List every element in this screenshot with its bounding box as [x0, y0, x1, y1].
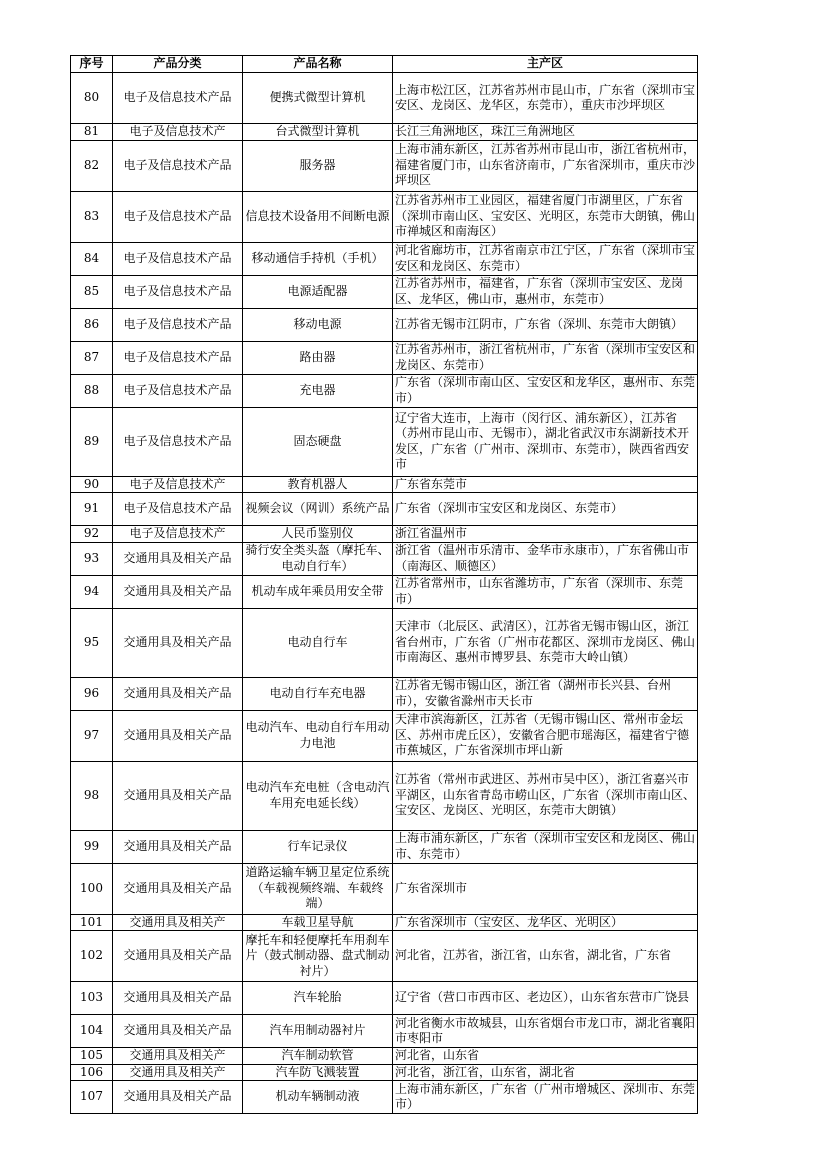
- cell-number: 98: [71, 761, 113, 830]
- cell-number: 94: [71, 575, 113, 608]
- header-cell-product-name: 产品名称: [243, 56, 393, 73]
- cell-production-area: 河北省，江苏省，浙江省，山东省，湖北省，广东省: [393, 931, 698, 982]
- cell-number: 88: [71, 374, 113, 407]
- cell-product-name: 电动自行车充电器: [243, 677, 393, 710]
- table-row: [71, 140, 698, 191]
- cell-category: 电子及信息技术产品: [113, 191, 243, 242]
- cell-production-area: 广东省深圳市: [393, 863, 698, 914]
- cell-number: 107: [71, 1081, 113, 1114]
- cell-number: 100: [71, 863, 113, 914]
- cell-production-area: 浙江省（温州市乐清市、金华市永康市），广东省佛山市（南海区、顺德区）: [393, 542, 698, 575]
- cell-number: 85: [71, 275, 113, 308]
- cell-category: 电子及信息技术产品: [113, 407, 243, 476]
- product-table: [70, 55, 698, 1114]
- header-row: [71, 56, 698, 73]
- cell-production-area: 广东省（深圳市南山区、宝安区和龙华区，惠州市、东莞市）: [393, 374, 698, 407]
- cell-number: 101: [71, 914, 113, 931]
- cell-production-area: 天津市滨海新区，江苏省（无锡市锡山区、常州市金坛区、苏州市虎丘区），安徽省合肥市瑶海区，福建省宁德市蕉城区，广东省深圳市坪山新: [393, 710, 698, 761]
- cell-number: 99: [71, 830, 113, 863]
- cell-category: 交通用具及相关产: [113, 1048, 243, 1065]
- table-row: [71, 493, 698, 526]
- cell-number: 104: [71, 1015, 113, 1048]
- cell-number: 90: [71, 476, 113, 493]
- cell-product-name: 教育机器人: [243, 476, 393, 493]
- cell-category: 交通用具及相关产品: [113, 542, 243, 575]
- cell-category: 交通用具及相关产品: [113, 931, 243, 982]
- cell-number: 87: [71, 341, 113, 374]
- cell-product-name: 固态硬盘: [243, 407, 393, 476]
- cell-number: 82: [71, 140, 113, 191]
- table-row: [71, 124, 698, 141]
- cell-product-name: 台式微型计算机: [243, 124, 393, 141]
- cell-production-area: 天津市（北辰区、武清区），江苏省无锡市锡山区，浙江省台州市，广东省（广州市花都区、深圳市龙岗区、佛山市南海区、惠州市博罗县、东莞市大岭山镇）: [393, 608, 698, 677]
- cell-product-name: 移动电源: [243, 308, 393, 341]
- cell-production-area: 浙江省温州市: [393, 526, 698, 543]
- cell-number: 91: [71, 493, 113, 526]
- cell-category: 交通用具及相关产品: [113, 830, 243, 863]
- cell-product-name: 汽车制动软管: [243, 1048, 393, 1065]
- cell-production-area: 上海市松江区，江苏省苏州市昆山市，广东省（深圳市宝安区、龙岗区、龙华区，东莞市），重庆市沙坪坝区: [393, 73, 698, 124]
- cell-production-area: 辽宁省（营口市西市区、老边区），山东省东营市广饶县: [393, 982, 698, 1015]
- cell-category: 交通用具及相关产品: [113, 1081, 243, 1114]
- cell-product-name: 移动通信手持机（手机）: [243, 242, 393, 275]
- cell-category: 交通用具及相关产: [113, 914, 243, 931]
- cell-number: 93: [71, 542, 113, 575]
- table-row: [71, 476, 698, 493]
- table-row: [71, 575, 698, 608]
- cell-production-area: 长江三角洲地区，珠江三角洲地区: [393, 124, 698, 141]
- cell-product-name: 行车记录仪: [243, 830, 393, 863]
- cell-product-name: 道路运输车辆卫星定位系统（车载视频终端、车载终端）: [243, 863, 393, 914]
- cell-category: 交通用具及相关产品: [113, 761, 243, 830]
- cell-number: 95: [71, 608, 113, 677]
- cell-category: 交通用具及相关产: [113, 1064, 243, 1081]
- cell-number: 92: [71, 526, 113, 543]
- cell-category: 电子及信息技术产: [113, 526, 243, 543]
- cell-product-name: 汽车用制动器衬片: [243, 1015, 393, 1048]
- table-row: [71, 1048, 698, 1065]
- cell-product-name: 视频会议（网训）系统产品: [243, 493, 393, 526]
- cell-production-area: 江苏省常州市，山东省潍坊市，广东省（深圳市、东莞市）: [393, 575, 698, 608]
- cell-category: 电子及信息技术产品: [113, 308, 243, 341]
- table-row: [71, 608, 698, 677]
- cell-product-name: 电源适配器: [243, 275, 393, 308]
- cell-category: 电子及信息技术产: [113, 124, 243, 141]
- cell-product-name: 便携式微型计算机: [243, 73, 393, 124]
- cell-product-name: 汽车轮胎: [243, 982, 393, 1015]
- cell-category: 电子及信息技术产品: [113, 374, 243, 407]
- cell-production-area: 江苏省无锡市江阴市，广东省（深圳、东莞市大朗镇）: [393, 308, 698, 341]
- cell-category: 电子及信息技术产品: [113, 341, 243, 374]
- cell-production-area: 江苏省苏州市工业园区，福建省厦门市湖里区，广东省（深圳市南山区、宝安区、光明区，东莞市大朗镇，佛山市禅城区和南海区）: [393, 191, 698, 242]
- table-row: [71, 931, 698, 982]
- cell-production-area: 河北省廊坊市，江苏省南京市江宁区，广东省（深圳市宝安区和龙岗区、东莞市）: [393, 242, 698, 275]
- table-row: [71, 341, 698, 374]
- cell-category: 交通用具及相关产品: [113, 982, 243, 1015]
- cell-category: 电子及信息技术产品: [113, 275, 243, 308]
- cell-product-name: 充电器: [243, 374, 393, 407]
- cell-product-name: 摩托车和轻便摩托车用刹车片（鼓式制动器、盘式制动衬片）: [243, 931, 393, 982]
- cell-product-name: 人民币鉴别仪: [243, 526, 393, 543]
- cell-product-name: 机动车辆制动液: [243, 1081, 393, 1114]
- cell-product-name: 服务器: [243, 140, 393, 191]
- cell-category: 电子及信息技术产品: [113, 242, 243, 275]
- cell-category: 交通用具及相关产品: [113, 608, 243, 677]
- cell-category: 电子及信息技术产品: [113, 73, 243, 124]
- cell-category: 交通用具及相关产品: [113, 710, 243, 761]
- cell-category: 交通用具及相关产品: [113, 575, 243, 608]
- cell-category: 电子及信息技术产品: [113, 493, 243, 526]
- cell-production-area: 广东省深圳市（宝安区、龙华区、光明区）: [393, 914, 698, 931]
- cell-category: 电子及信息技术产: [113, 476, 243, 493]
- cell-product-name: 电动汽车充电桩（含电动汽车用充电延长线）: [243, 761, 393, 830]
- table-row: [71, 542, 698, 575]
- cell-category: 交通用具及相关产品: [113, 1015, 243, 1048]
- cell-production-area: 广东省东莞市: [393, 476, 698, 493]
- header-cell-category: 产品分类: [113, 56, 243, 73]
- cell-production-area: 江苏省（常州市武进区、苏州市吴中区），浙江省嘉兴市平湖区，山东省青岛市崂山区，广东省（深圳市南山区、宝安区、龙岗区、光明区，东莞市大朗镇）: [393, 761, 698, 830]
- cell-product-name: 信息技术设备用不间断电源: [243, 191, 393, 242]
- table-row: [71, 710, 698, 761]
- cell-production-area: 河北省衡水市故城县，山东省烟台市龙口市，湖北省襄阳市枣阳市: [393, 1015, 698, 1048]
- cell-product-name: 路由器: [243, 341, 393, 374]
- cell-production-area: 上海市浦东新区，江苏省苏州市昆山市，浙江省杭州市，福建省厦门市，山东省济南市，广东省深圳市，重庆市沙坪坝区: [393, 140, 698, 191]
- table-row: [71, 863, 698, 914]
- cell-category: 电子及信息技术产品: [113, 140, 243, 191]
- cell-product-name: 电动自行车: [243, 608, 393, 677]
- cell-production-area: 辽宁省大连市，上海市（闵行区、浦东新区），江苏省（苏州市昆山市、无锡市），湖北省武汉市东湖新技术开发区，广东省（广州市、深圳市、东莞市），陕西省西安市: [393, 407, 698, 476]
- cell-number: 97: [71, 710, 113, 761]
- table-row: [71, 526, 698, 543]
- cell-production-area: 河北省，浙江省，山东省，湖北省: [393, 1064, 698, 1081]
- cell-category: 交通用具及相关产品: [113, 863, 243, 914]
- cell-production-area: 广东省（深圳市宝安区和龙岗区、东莞市）: [393, 493, 698, 526]
- table-row: [71, 407, 698, 476]
- cell-number: 83: [71, 191, 113, 242]
- table-row: [71, 275, 698, 308]
- cell-product-name: 电动汽车、电动自行车用动力电池: [243, 710, 393, 761]
- cell-product-name: 骑行安全类头盔（摩托车、电动自行车）: [243, 542, 393, 575]
- cell-number: 81: [71, 124, 113, 141]
- table-row: [71, 761, 698, 830]
- table-row: [71, 1064, 698, 1081]
- cell-number: 103: [71, 982, 113, 1015]
- table-row: [71, 374, 698, 407]
- table-row: [71, 73, 698, 124]
- cell-number: 96: [71, 677, 113, 710]
- cell-product-name: 汽车防飞溅装置: [243, 1064, 393, 1081]
- table-row: [71, 191, 698, 242]
- table-row: [71, 242, 698, 275]
- cell-production-area: 上海市浦东新区，广东省（深圳市宝安区和龙岗区、佛山市、东莞市）: [393, 830, 698, 863]
- cell-number: 102: [71, 931, 113, 982]
- cell-number: 105: [71, 1048, 113, 1065]
- header-cell-production-area: 主产区: [393, 56, 698, 73]
- cell-production-area: 江苏省无锡市锡山区，浙江省（湖州市长兴县、台州市），安徽省滁州市天长市: [393, 677, 698, 710]
- cell-number: 80: [71, 73, 113, 124]
- cell-category: 交通用具及相关产品: [113, 677, 243, 710]
- cell-number: 89: [71, 407, 113, 476]
- cell-product-name: 机动车成年乘员用安全带: [243, 575, 393, 608]
- cell-production-area: 上海市浦东新区，广东省（广州市增城区、深圳市、东莞市）: [393, 1081, 698, 1114]
- cell-number: 84: [71, 242, 113, 275]
- cell-product-name: 车载卫星导航: [243, 914, 393, 931]
- table-row: [71, 1081, 698, 1114]
- table-row: [71, 830, 698, 863]
- cell-production-area: 江苏省苏州市，福建省，广东省（深圳市宝安区、龙岗区、龙华区，佛山市，惠州市，东莞市）: [393, 275, 698, 308]
- cell-production-area: 河北省，山东省: [393, 1048, 698, 1065]
- header-cell-number: 序号: [71, 56, 113, 73]
- table-row: [71, 1015, 698, 1048]
- table-row: [71, 677, 698, 710]
- cell-number: 106: [71, 1064, 113, 1081]
- table-row: [71, 308, 698, 341]
- cell-number: 86: [71, 308, 113, 341]
- table-row: [71, 982, 698, 1015]
- cell-production-area: 江苏省苏州市，浙江省杭州市，广东省（深圳市宝安区和龙岗区、东莞市）: [393, 341, 698, 374]
- table-row: [71, 914, 698, 931]
